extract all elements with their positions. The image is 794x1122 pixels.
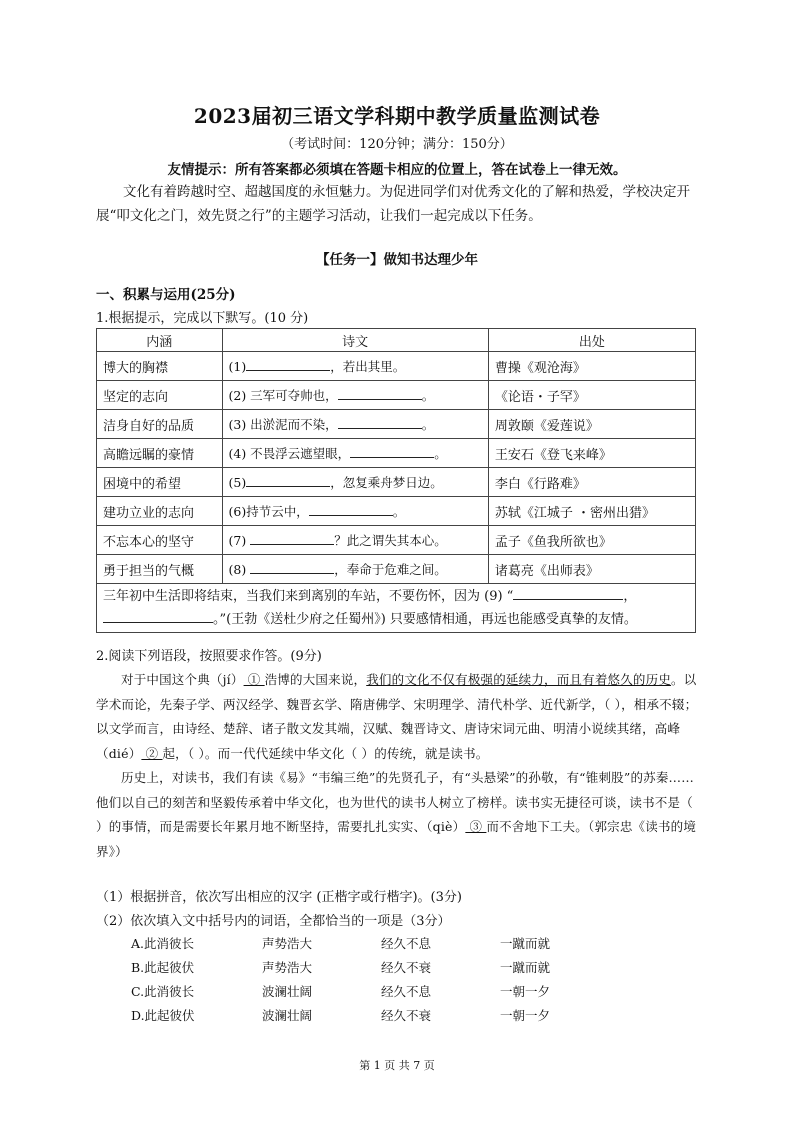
blank-marker-3[interactable]: ③ (465, 819, 487, 834)
reading-passage (96, 668, 700, 864)
option-d-2: 波澜壮阔 (262, 1008, 313, 1023)
row-source: 曹操《观沧海》 (488, 352, 695, 381)
option-a-3: 经久不息 (381, 936, 432, 951)
answer-blank[interactable] (250, 532, 334, 545)
row-meaning: 洁身自好的品质 (97, 410, 223, 439)
table-row (97, 555, 696, 584)
passage-paragraph-2 (96, 766, 700, 864)
option-a-2: 声势浩大 (262, 936, 313, 951)
exam-subtitle: （考试时间：120分钟；满分：150分） (281, 137, 513, 152)
option-b-4: 一蹴而就 (500, 960, 551, 975)
answer-blank[interactable] (513, 587, 623, 600)
answer-blank[interactable] (350, 445, 434, 458)
poem-suffix: 。 (421, 417, 435, 432)
row-poem (222, 352, 488, 381)
answer-blank[interactable] (338, 387, 422, 400)
answer-blank[interactable] (103, 610, 213, 623)
table-row (97, 381, 696, 410)
passage-text: 历史上，对读书，我们有读《易》“韦编三绝”的先贤孔子，有“头悬梁”的孙敬，有“锥刺股”的苏秦……他们以自己的刻苦和坚毅传承着中华文化，也为世代的读书人树立了榜样。读书实无捷径可谈，读书不是（ ）的事情，而是需要长年累月地不断坚持，需要扎扎实实、（qiè） (96, 770, 694, 834)
option-d-3: 经久不衰 (381, 1008, 432, 1023)
row-source: 王安石《登飞来峰》 (488, 439, 695, 468)
poem-suffix: ，若出其里。 (330, 359, 406, 374)
poem-prefix: (3) 出淤泥而不染， (228, 417, 338, 432)
answer-blank[interactable] (246, 358, 330, 371)
option-b-1[interactable]: B.此起彼伏 (131, 960, 195, 975)
option-b-3: 经久不衰 (381, 960, 432, 975)
passage-text: 对于中国这个典（jí） (121, 672, 244, 687)
farewell-text-a: 三年初中生活即将结束，当我们来到离别的车站，不要伤怀，因为 (9) “ (103, 589, 514, 604)
poem-prefix: (7) (228, 533, 251, 548)
row-poem (222, 410, 488, 439)
table-row-farewell (97, 584, 696, 633)
blank-marker-2[interactable]: ② (141, 745, 163, 761)
row-source: 诸葛亮《出师表》 (488, 555, 695, 584)
section1-title: 一、积累与运用(25分) (96, 287, 236, 303)
option-c-1[interactable]: C.此消彼长 (131, 984, 195, 999)
row-source: 孟子《鱼我所欲也》 (488, 526, 695, 555)
passage-text: 浩博的大国来说， (264, 672, 367, 687)
blank-marker-1[interactable]: ① (243, 672, 265, 687)
row-source: 苏轼《江城子 ・密州出猎》 (488, 497, 695, 526)
table-row (97, 439, 696, 468)
exam-notice: 友情提示：所有答案都必须填在答题卡相应的位置上，答在试卷上一律无效。 (167, 162, 627, 178)
poem-suffix: ，奉命于危难之间。 (334, 562, 447, 577)
option-c-2: 波澜壮阔 (262, 984, 313, 999)
poem-suffix: 。 (434, 446, 447, 461)
row-meaning: 博大的胸襟 (97, 352, 223, 381)
task1-title: 【任务一】做知书达理少年 (316, 252, 478, 268)
row-poem (222, 526, 488, 555)
page-footer: 第 1 页 共 7 页 (359, 1059, 435, 1072)
option-d-1[interactable]: D.此起彼伏 (131, 1008, 195, 1023)
table-row (97, 497, 696, 526)
underlined-sentence: 我们的文化不仅有极强的延续力，而且有着悠久的历史 (366, 672, 672, 687)
farewell-text-c: 。”(王勃《送杜少府之任蜀州》) 只要感情相通，再远也能感受真挚的友情。 (213, 612, 637, 627)
row-meaning: 坚定的志向 (97, 381, 223, 410)
poem-suffix: 。 (392, 504, 406, 519)
answer-blank[interactable] (338, 416, 422, 429)
farewell-text-b: ， (623, 589, 637, 604)
row-meaning: 勇于担当的气概 (97, 555, 223, 584)
row-meaning: 高瞻远瞩的豪情 (97, 439, 223, 468)
option-a-1[interactable]: A.此消彼长 (131, 936, 195, 951)
option-a-4: 一蹴而就 (500, 936, 551, 951)
q1-prompt: 1.根据提示，完成以下默写。(10 分) (96, 311, 309, 326)
passage-text: 而不舍地下工夫。（郭宗忠《读书的境界》） (96, 819, 697, 859)
recitation-table (96, 328, 696, 633)
header-meaning: 内涵 (97, 329, 223, 352)
option-c-4: 一朝一夕 (500, 984, 551, 999)
row-source: 《论语・子罕》 (488, 381, 695, 410)
farewell-cell (97, 584, 696, 633)
row-poem (222, 497, 488, 526)
poem-suffix: ？此之谓失其本心。 (334, 533, 447, 548)
passage-text: 。以学术而论，先秦子学、两汉经学、魏晋玄学、隋唐佛学、宋明理学、清代朴学、近代新学，（ ），相承不辍；以文学而言，由诗经、楚辞、诸子散文发其端，汉赋、魏晋诗文、唐诗宋词元曲、明清小说续其绪，高峰（dié） (96, 672, 698, 761)
q2-sub2: （2）依次填入文中括号内的词语，全都恰当的一项是（3分） (96, 914, 451, 929)
poem-prefix: (6)持节云中， (228, 504, 309, 519)
row-meaning: 建功立业的志向 (97, 497, 223, 526)
option-c-3: 经久不息 (381, 984, 432, 999)
intro-paragraph: 文化有着跨越时空、超越国度的永恒魅力。为促进同学们对优秀文化的了解和热爱，学校决定开展“叩文化之门，效先贤之行”的主题学习活动，让我们一起完成以下任务。 (96, 184, 690, 224)
poem-suffix: ，忽复乘舟梦日边。 (330, 475, 443, 490)
table-row (97, 410, 696, 439)
poem-suffix: 。 (421, 388, 435, 403)
q2-sub1: （1）根据拼音，依次写出相应的汉字 (正楷字或行楷字)。(3分) (96, 890, 462, 905)
row-poem (222, 439, 488, 468)
row-source: 周敦颐《爱莲说》 (488, 410, 695, 439)
answer-blank[interactable] (246, 474, 330, 487)
exam-title: 2023届初三语文学科期中教学质量监测试卷 (193, 104, 601, 128)
poem-prefix: (5) (228, 475, 247, 490)
passage-paragraph-1 (96, 668, 700, 766)
header-source: 出处 (488, 329, 695, 352)
option-b-2: 声势浩大 (262, 960, 313, 975)
passage-text: 起，（ ）。而一代代延续中华文化（ ）的传统，就是读书。 (162, 745, 489, 761)
table-row (97, 526, 696, 555)
row-poem (222, 381, 488, 410)
table-row (97, 352, 696, 381)
answer-blank[interactable] (250, 561, 334, 574)
row-meaning: 困境中的希望 (97, 468, 223, 497)
header-poem: 诗文 (222, 329, 488, 352)
table-row (97, 468, 696, 497)
poem-prefix: (8) (228, 562, 251, 577)
row-source: 李白《行路难》 (488, 468, 695, 497)
poem-prefix: (2) 三军可夺帅也， (228, 388, 338, 403)
table-header-row (97, 329, 696, 352)
option-d-4: 一朝一夕 (500, 1008, 551, 1023)
row-poem (222, 468, 488, 497)
answer-blank[interactable] (309, 503, 393, 516)
row-poem (222, 555, 488, 584)
q2-prompt: 2.阅读下列语段，按照要求作答。(9分) (96, 649, 322, 664)
poem-prefix: (1) (228, 359, 247, 374)
row-meaning: 不忘本心的坚守 (97, 526, 223, 555)
poem-prefix: (4) 不畏浮云遮望眼， (228, 446, 351, 461)
